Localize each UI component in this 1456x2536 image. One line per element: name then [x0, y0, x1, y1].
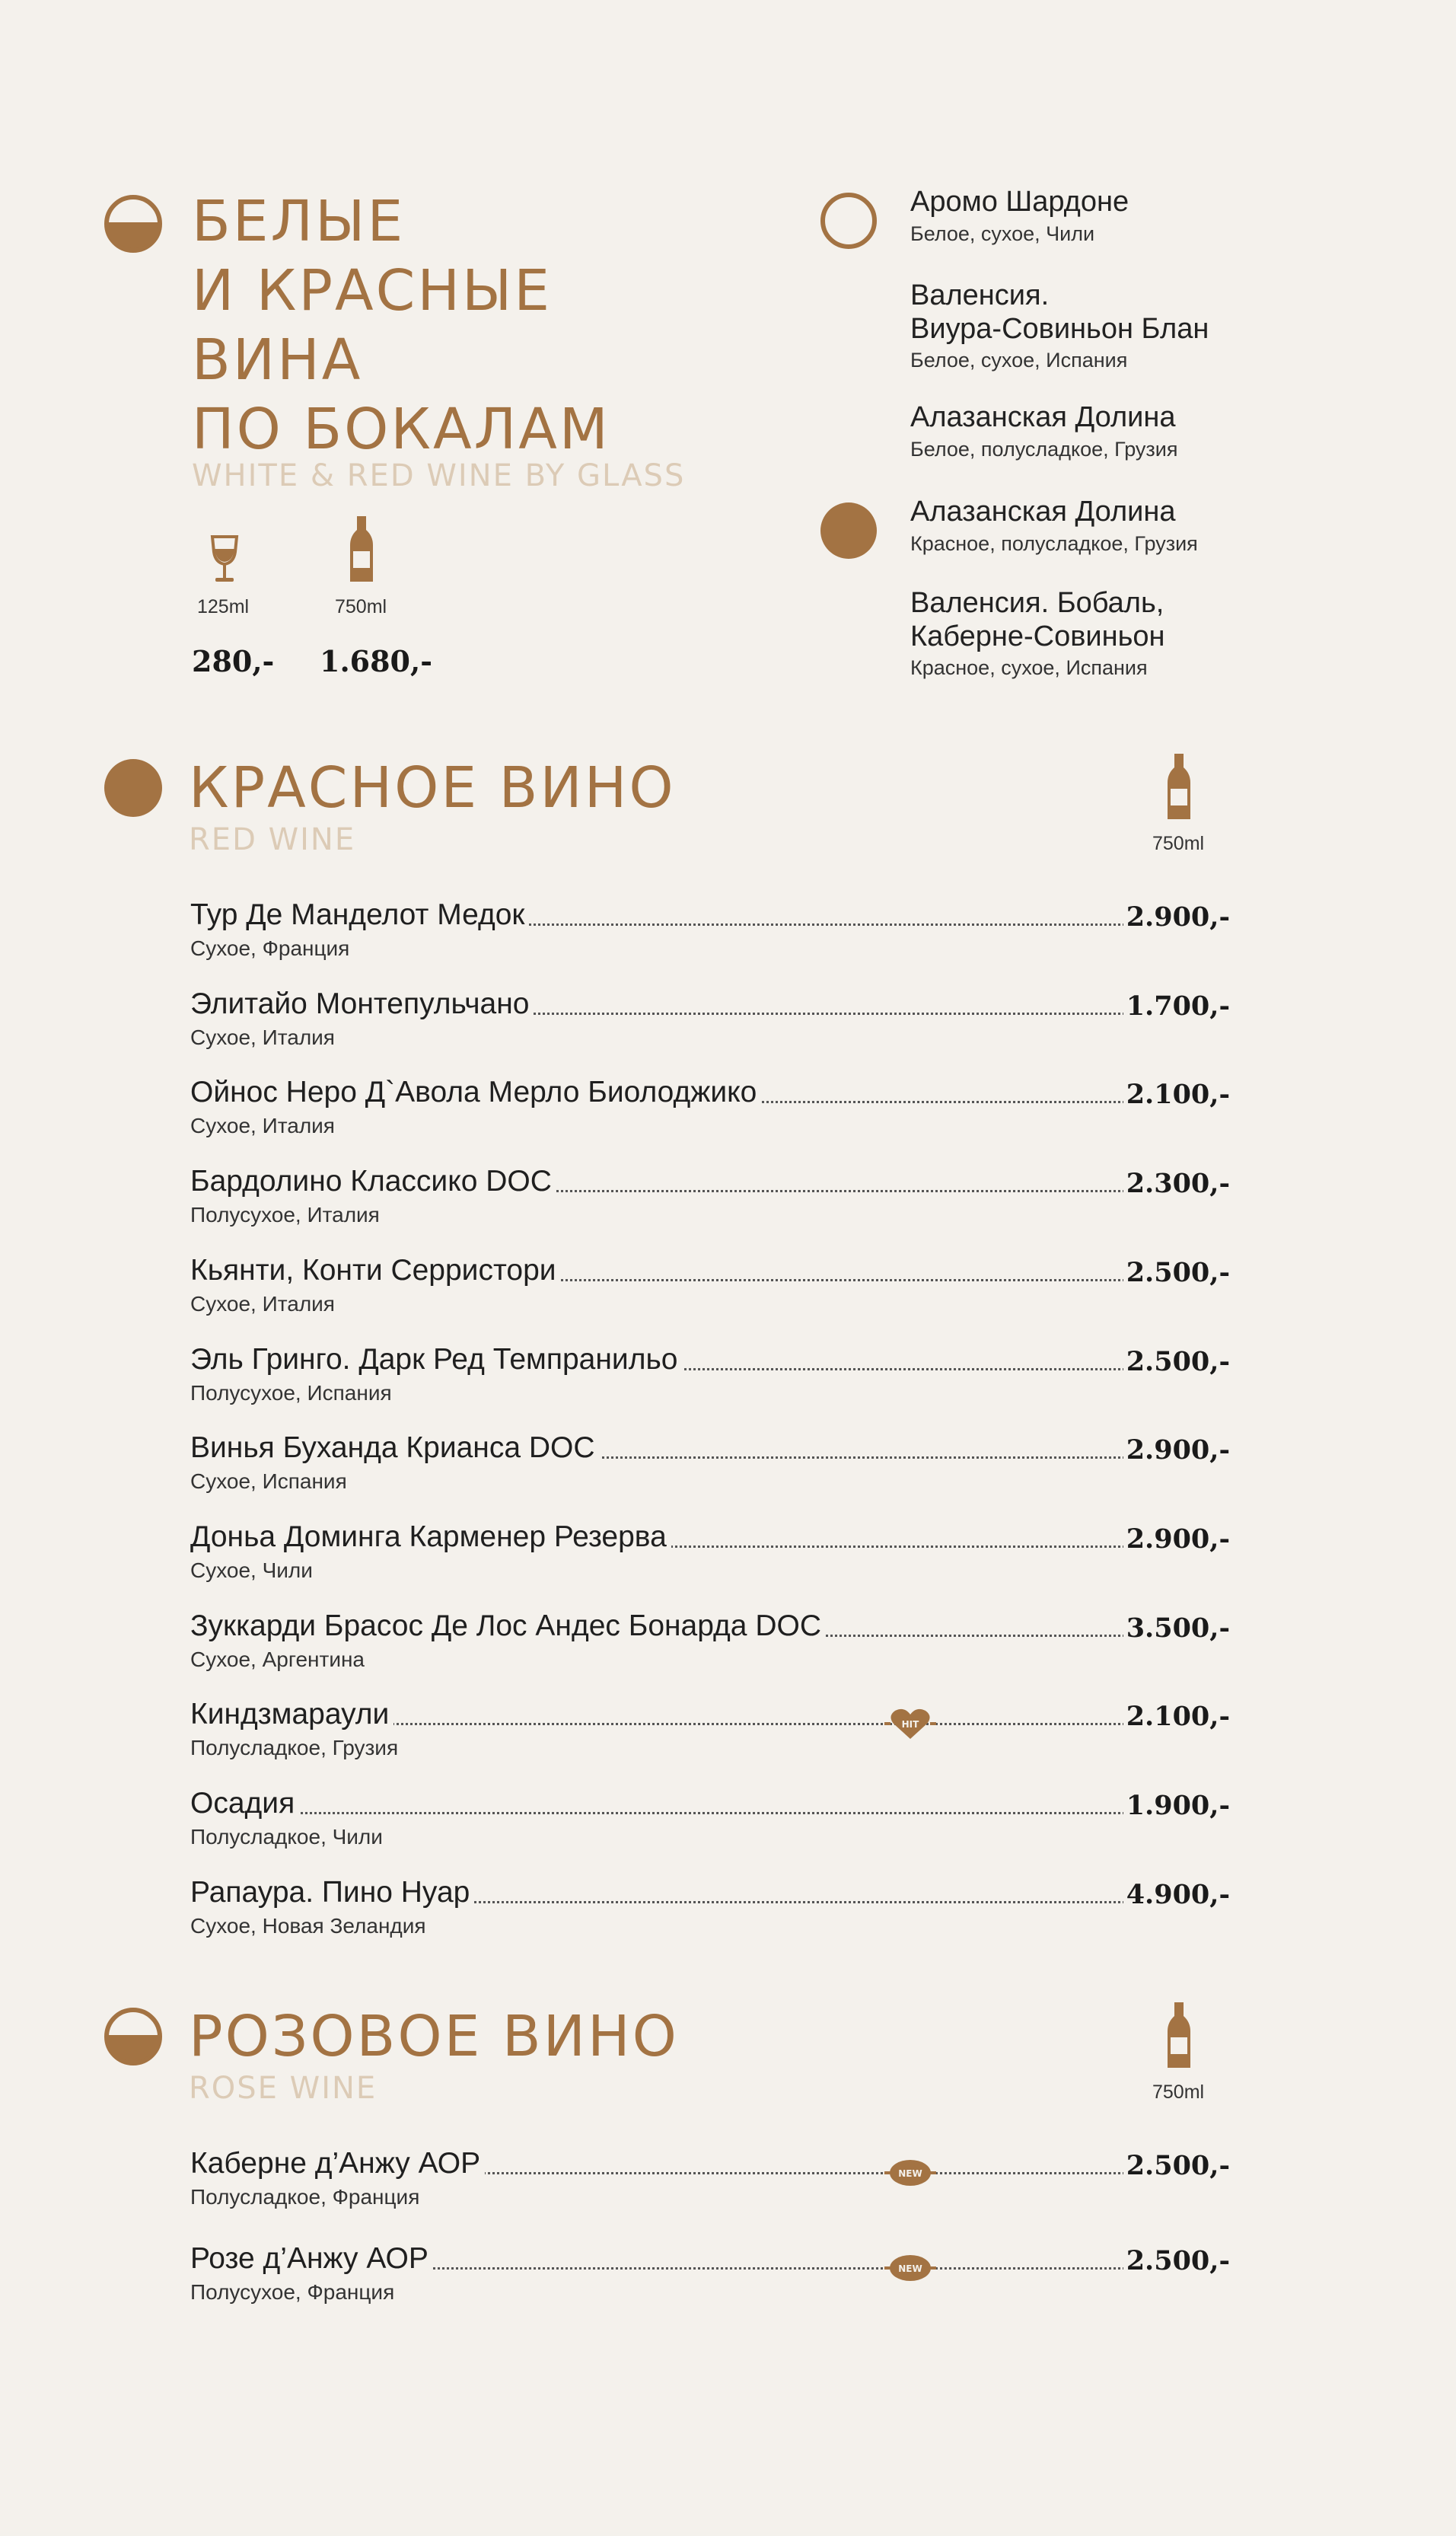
- wine-price: 2.900,-: [1123, 901, 1230, 933]
- wine-name: Розе д’Анжу АОР: [190, 2241, 433, 2277]
- wine-description: Полусладкое, Чили: [190, 1825, 383, 1849]
- badge-label: NEW: [898, 2168, 922, 2179]
- wine-row: [190, 1696, 1230, 1772]
- wine-name: Кьянти, Конти Серристори: [190, 1252, 561, 1289]
- half-circle-marker-icon: [104, 195, 162, 253]
- wine-row: [190, 1163, 1230, 1239]
- bottle-icon: [349, 516, 374, 583]
- by-glass-title-line: ПО БОКАЛАМ: [192, 397, 610, 462]
- wine-description: Сухое, Италия: [190, 1114, 335, 1138]
- wine-price: 1.900,-: [1123, 1790, 1230, 1821]
- wine-price: 2.900,-: [1123, 1434, 1230, 1466]
- wine-price: 2.500,-: [1123, 1257, 1230, 1288]
- badge-label: HIT: [901, 1719, 919, 1731]
- wine-row: [190, 1252, 1230, 1329]
- wine-name: Каберне д’Анжу АОР: [190, 2145, 485, 2182]
- wbg-white-name: Алазанская Долина: [910, 401, 1176, 433]
- wine-description: Полусухое, Италия: [190, 1203, 380, 1227]
- wine-row: [190, 1608, 1230, 1684]
- wine-description: Полусладкое, Грузия: [190, 1736, 399, 1760]
- wbg-white-desc: Белое, сухое, Чили: [910, 222, 1095, 245]
- wbg-red-desc: Красное, сухое, Испания: [910, 656, 1148, 679]
- wine-description: Сухое, Аргентина: [190, 1647, 365, 1671]
- by-glass-title-line: БЕЛЫЕ: [192, 189, 406, 254]
- wine-price: 2.500,-: [1123, 2150, 1230, 2181]
- wine-row: [190, 1074, 1230, 1150]
- wine-name: Рапаура. Пино Нуар: [190, 1874, 474, 1911]
- wine-name: Элитайо Монтепульчано: [190, 986, 534, 1022]
- wine-row: [190, 1519, 1230, 1595]
- rose-wine-volume: 750ml: [1152, 2081, 1205, 2103]
- glass-price: 280,-: [192, 644, 275, 678]
- wine-row: [190, 1430, 1230, 1506]
- wine-glass-icon: [209, 535, 240, 584]
- white-wine-marker-icon: [820, 193, 877, 249]
- wine-price: 2.100,-: [1123, 1701, 1230, 1732]
- red-wine-marker-icon: [820, 502, 877, 559]
- wine-name: Киндзмараули: [190, 1696, 393, 1733]
- wine-name: Винья Буханда Крианса DOC: [190, 1430, 600, 1466]
- by-glass-title-line: И КРАСНЫЕ: [192, 258, 553, 324]
- wine-description: Сухое, Италия: [190, 1025, 335, 1049]
- wine-description: Сухое, Италия: [190, 1291, 335, 1316]
- wine-description: Сухое, Испания: [190, 1469, 347, 1494]
- wine-description: Сухое, Франция: [190, 936, 350, 960]
- wine-name: Осадия: [190, 1785, 299, 1822]
- wbg-red-name: Валенсия. Бобаль, Каберне-Совиньон: [910, 587, 1165, 652]
- wine-row: [190, 986, 1230, 1062]
- wine-price: 2.500,-: [1123, 2245, 1230, 2276]
- wbg-red-name: Алазанская Долина: [910, 496, 1176, 528]
- wine-price: 2.300,-: [1123, 1168, 1230, 1199]
- new-badge-icon: [884, 2251, 936, 2285]
- wine-description: Полусладкое, Франция: [190, 2185, 420, 2209]
- wine-name: Ойнос Неро Д`Авола Мерло Биолоджико: [190, 1074, 761, 1111]
- red-wine-section-marker-icon: [104, 759, 162, 817]
- wine-row: [190, 897, 1230, 973]
- wine-price: 2.900,-: [1123, 1523, 1230, 1555]
- wine-price: 3.500,-: [1123, 1613, 1230, 1644]
- red-wine-subtitle: RED WINE: [189, 822, 356, 857]
- by-glass-subtitle: WHITE & RED WINE BY GLASS: [192, 458, 686, 493]
- hit-badge-icon: [884, 1707, 936, 1740]
- wine-description: Полусухое, Испания: [190, 1380, 392, 1405]
- wine-price: 4.900,-: [1123, 1879, 1230, 1910]
- wine-description: Полусухое, Франция: [190, 2280, 395, 2304]
- red-wine-title: КРАСНОЕ ВИНО: [189, 755, 676, 821]
- wine-description: Сухое, Чили: [190, 1558, 313, 1582]
- wine-description: Сухое, Новая Зеландия: [190, 1913, 426, 1938]
- red-wine-volume: 750ml: [1152, 833, 1205, 854]
- new-badge-icon: [884, 2156, 936, 2190]
- wine-name: Бардолино Классико DOC: [190, 1163, 556, 1200]
- by-glass-title: [192, 187, 610, 464]
- rose-wine-subtitle: ROSE WINE: [189, 2071, 378, 2106]
- half-circle-marker-icon: [104, 2008, 162, 2065]
- dot-leader: [190, 1812, 1230, 1814]
- wbg-white-desc: Белое, сухое, Испания: [910, 349, 1128, 372]
- wine-price: 2.500,-: [1123, 1346, 1230, 1377]
- rose-wine-title: РОЗОВОЕ ВИНО: [189, 2004, 679, 2069]
- wbg-white-name: Аромо Шардоне: [910, 186, 1129, 218]
- wine-row: [190, 1874, 1230, 1951]
- badge-label: NEW: [898, 2263, 922, 2274]
- bottle-icon: [1166, 2002, 1192, 2069]
- wine-row: [190, 2145, 1230, 2222]
- wine-row: [190, 1785, 1230, 1861]
- bottle-volume: 750ml: [335, 596, 387, 617]
- bottle-price: 1.680,-: [320, 644, 432, 678]
- wine-name: Зуккарди Брасос Де Лос Андес Бонарда DOC: [190, 1608, 826, 1644]
- wine-name: Эль Гринго. Дарк Ред Темпранильо: [190, 1341, 682, 1378]
- by-glass-title-line: ВИНА: [192, 327, 363, 393]
- bottle-icon: [1166, 754, 1192, 821]
- glass-volume: 125ml: [197, 596, 250, 617]
- wbg-red-desc: Красное, полусладкое, Грузия: [910, 532, 1198, 555]
- wbg-white-name: Валенсия. Виура-Совиньон Блан: [910, 279, 1209, 345]
- wine-row: [190, 1341, 1230, 1418]
- wine-name: Тур Де Манделот Медок: [190, 897, 529, 933]
- wine-price: 2.100,-: [1123, 1079, 1230, 1110]
- wine-row: [190, 2241, 1230, 2317]
- wine-price: 1.700,-: [1123, 990, 1230, 1022]
- wbg-white-desc: Белое, полусладкое, Грузия: [910, 438, 1178, 461]
- wine-name: Доньа Доминга Карменер Резерва: [190, 1519, 671, 1555]
